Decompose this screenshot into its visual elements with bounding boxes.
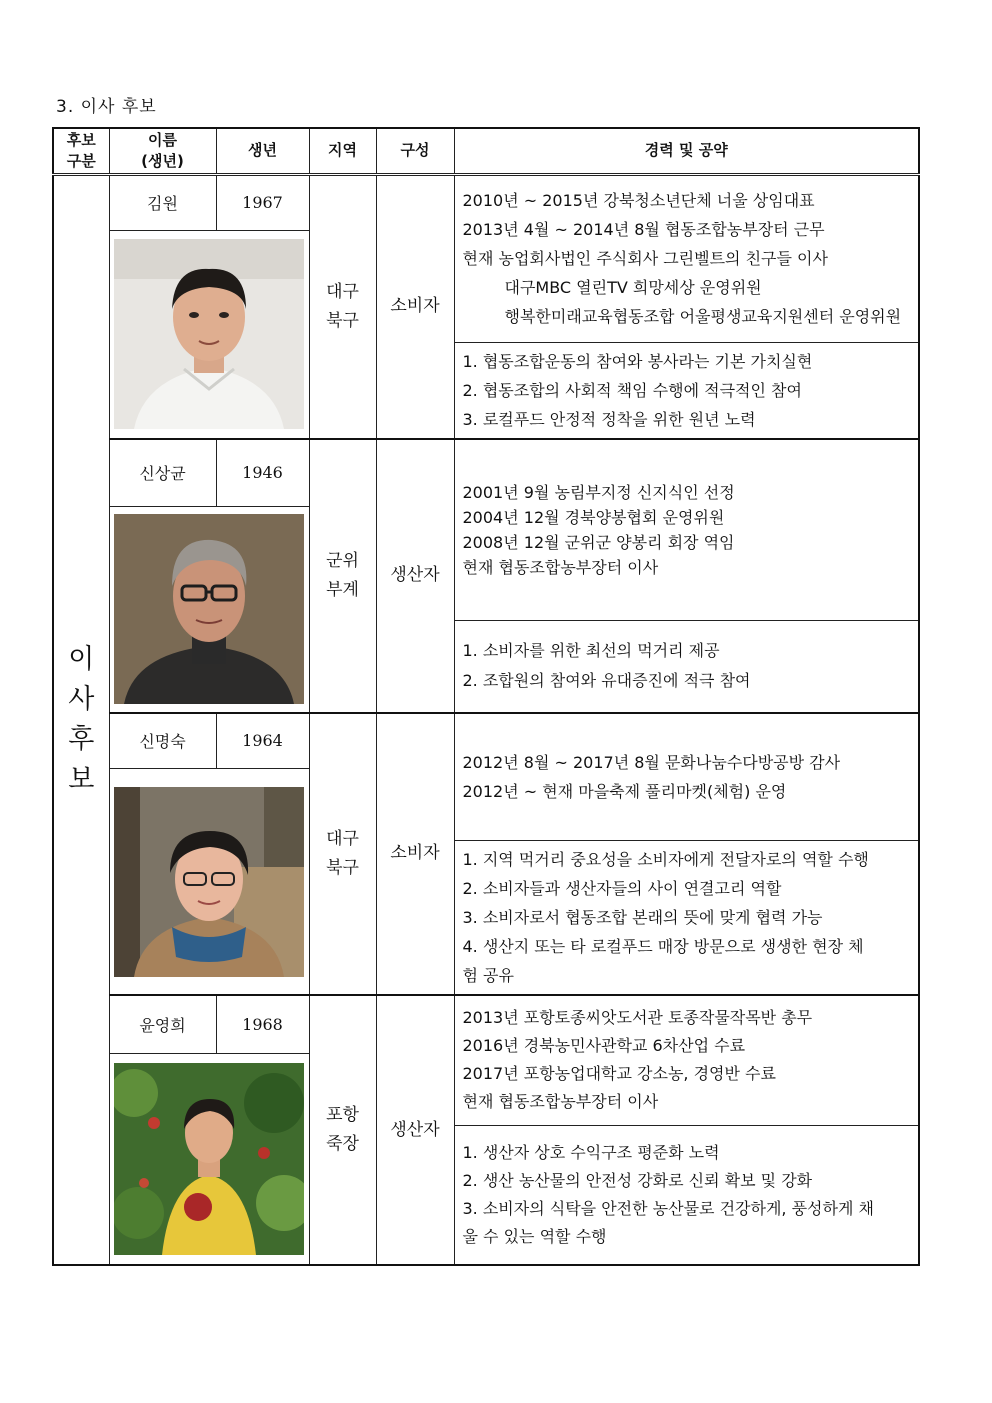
candidate-row-4 [53,995,919,1053]
candidate-row-3 [53,713,919,769]
region-line: 죽장 [326,1134,359,1154]
candidate-region [309,174,376,439]
candidate-region [309,713,376,996]
pledge-line: 2. 협동조합의 사회적 책임 수행에 적극적인 참여 [462,380,802,400]
header-category-line1: 후보 [66,130,96,149]
pledge-line: 1. 생산자 상호 수익구조 평준화 노력 [462,1142,720,1162]
career-line: 2001년 9월 농림부지정 신지식인 선정 [462,482,735,502]
candidate-name: 신상균 [109,439,216,507]
header-row [53,128,919,174]
candidate-pledges [454,621,919,713]
candidate-photo [114,239,304,429]
career-line: 현재 협동조합농부장터 이사 [462,557,659,577]
pledge-line: 3. 로컬푸드 안정적 정착을 위한 원년 노력 [462,409,756,429]
candidate-composition: 생산자 [376,439,454,713]
region-line: 북구 [326,857,359,878]
candidate-table [52,127,920,1266]
career-line: 현재 협동조합농부장터 이사 [462,1092,659,1112]
candidate-composition: 소비자 [376,174,454,439]
header-name-line2: (생년) [141,151,184,170]
candidate-region [309,995,376,1265]
career-line: 2016년 경북농민사관학교 6차산업 수료 [462,1036,746,1056]
candidate-career [454,713,919,841]
header-region: 지역 [309,128,376,174]
region-line: 부계 [326,579,359,600]
group-label [53,174,109,1265]
candidate-year: 1964 [216,713,309,769]
candidate-photo-cell [109,769,309,996]
career-line: 2017년 포항농업대학교 강소농, 경영반 수료 [462,1064,776,1084]
group-label-char: 후 [68,723,95,755]
career-line: 대구MBC 열린TV 희망세상 운영위원 [504,278,762,297]
candidate-photo [114,1063,304,1255]
header-composition: 구성 [376,128,454,174]
candidate-career [454,174,919,342]
group-label-char: 사 [68,683,95,715]
pledge-line: 2. 소비자들과 생산자들의 사이 연결고리 역할 [462,879,782,898]
header-name-line1: 이름 [148,130,177,149]
pledge-line: 1. 소비자를 위한 최선의 먹거리 제공 [462,641,720,661]
candidate-name: 신명숙 [109,713,216,769]
pledge-line: 울 수 있는 역할 수행 [462,1226,607,1246]
candidate-photo-cell [109,507,309,713]
candidate-pledges [454,841,919,996]
career-line: 행복한미래교육협동조합 어울평생교육지원센터 운영위원 [504,307,902,326]
header-category [53,128,109,174]
career-line: 2010년 ~ 2015년 강북청소년단체 너울 상임대표 [462,191,815,210]
pledge-line: 4. 생산지 또는 타 로컬푸드 매장 방문으로 생생한 현장 체 [462,937,864,956]
header-year: 생년 [216,128,309,174]
career-line: 2013년 4월 ~ 2014년 8월 협동조합농부장터 근무 [462,220,825,239]
candidate-region [309,439,376,713]
candidate-career [454,995,919,1125]
pledge-line: 3. 소비자로서 협동조합 본래의 뜻에 맞게 협력 가능 [462,908,823,927]
region-line: 군위 [326,550,359,571]
career-line: 2008년 12월 군위군 양봉리 회장 역임 [462,532,735,552]
candidate-year: 1968 [216,995,309,1053]
career-line: 현재 농업회사법인 주식회사 그린벨트의 친구들 이사 [462,249,828,268]
region-line: 대구 [326,281,359,302]
candidate-pledges [454,1125,919,1265]
pledge-line: 2. 조합원의 참여와 유대증진에 적극 참여 [462,671,751,691]
pledge-line: 3. 소비자의 식탁을 안전한 농산물로 건강하게, 풍성하게 채 [462,1198,874,1218]
candidate-composition: 소비자 [376,713,454,996]
career-line: 2004년 12월 경북양봉협회 운영위원 [462,507,725,527]
candidate-career [454,439,919,621]
candidate-year: 1967 [216,174,309,230]
section-title: 3. 이사 후보 [56,97,157,117]
candidate-photo-cell [109,1053,309,1265]
career-line: 2012년 ~ 현재 마을축제 풀리마켓(체험) 운영 [462,781,787,801]
region-line: 북구 [326,310,359,331]
candidate-photo [114,514,304,704]
header-name [109,128,216,174]
candidate-name: 김원 [109,174,216,230]
region-line: 포항 [326,1105,359,1125]
region-line: 대구 [326,828,359,849]
pledge-line: 1. 지역 먹거리 중요성을 소비자에게 전달자로의 역할 수행 [462,850,869,869]
group-label-char: 보 [68,763,95,795]
candidate-pledges [454,342,919,439]
candidate-row-1 [53,174,919,230]
pledge-line: 1. 협동조합운동의 참여와 봉사라는 기본 가치실현 [462,351,813,371]
career-line: 2013년 포항토종씨앗도서관 토종작물작목반 총무 [462,1008,813,1028]
candidate-row-2 [53,439,919,507]
header-career: 경력 및 공약 [454,128,919,174]
candidate-year: 1946 [216,439,309,507]
candidate-photo [114,787,304,977]
candidate-name: 윤영희 [109,995,216,1053]
career-line: 2012년 8월 ~ 2017년 8월 문화나눔수다방공방 감사 [462,752,841,772]
pledge-line: 2. 생산 농산물의 안전성 강화로 신뢰 확보 및 강화 [462,1170,813,1190]
group-label-char: 이 [68,643,95,675]
candidate-composition: 생산자 [376,995,454,1265]
pledge-line: 험 공유 [462,966,514,985]
header-category-line2: 구분 [66,151,96,170]
candidate-photo-cell [109,230,309,439]
